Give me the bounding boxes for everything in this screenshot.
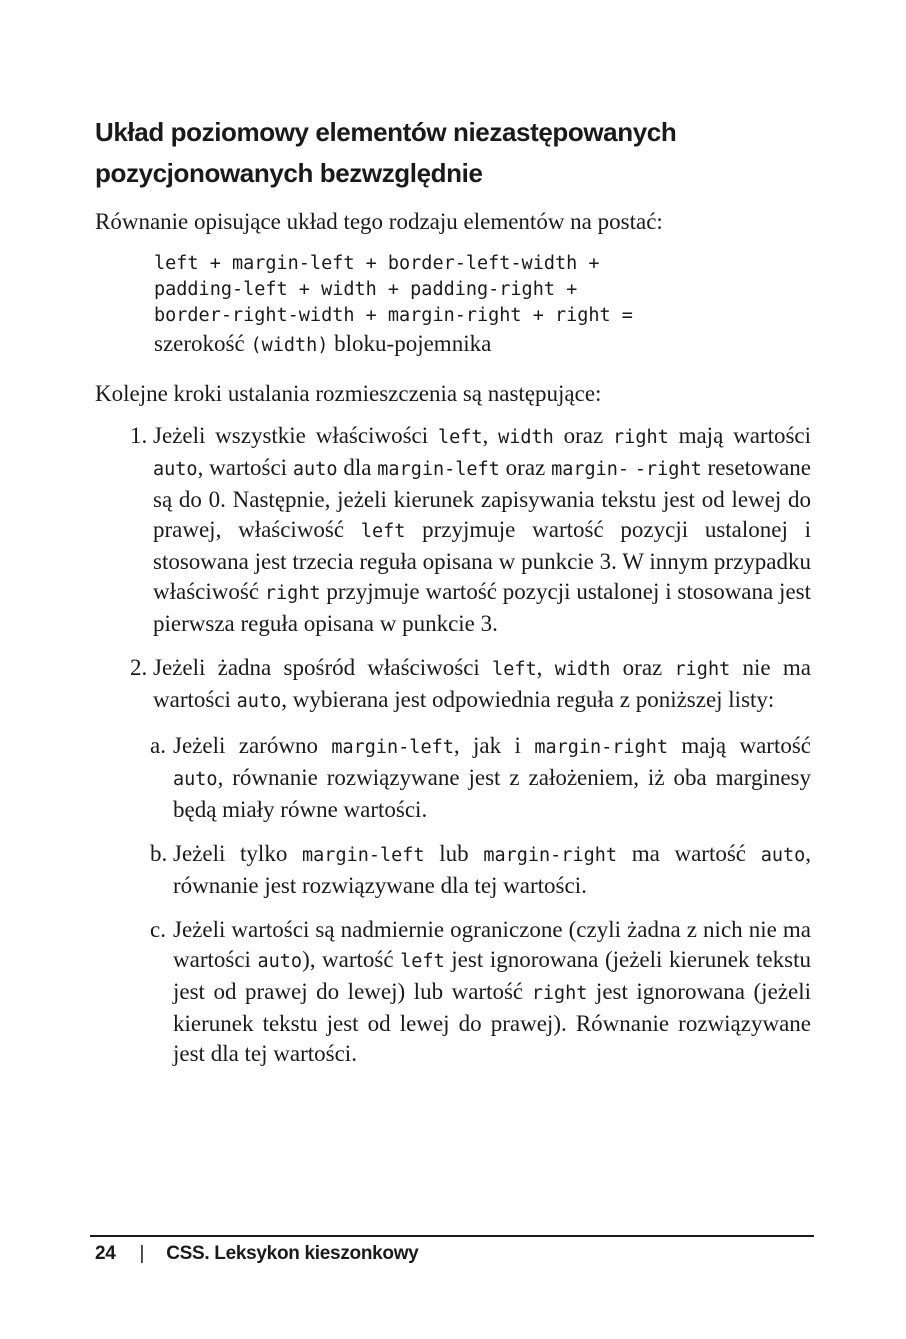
list-marker: 2. <box>130 655 148 680</box>
list-item-sub-a: a. Jeżeli zarówno margin-left, jak i margin-right mają wartość auto, równanie rozwiązywane jest z założeniem, iż oba marginesy będą miały równe wartości. <box>150 733 811 822</box>
section-heading-line-1: Układ poziomowy elementów niezastępowanych <box>95 117 677 147</box>
list-marker: b. <box>150 841 168 866</box>
list-item-step-1: 1. Jeżeli wszystkie właściwości left, width oraz right mają wartości auto, wartości auto dla margin-left oraz margin- -right resetowane są do 0. Następnie, jeżeli kierunek zapisywania tekstu jest od lewej do prawej, właściwość left przyjmuje wartość pozycji ustalonej i stosowana jest trzecia reguła opisana w punkcie 3. W innym przypadku właściwość right przyjmuje wartość pozycji ustalonej i stosowana jest pierwsza reguła opisana w punkcie 3. <box>130 423 812 636</box>
list-marker: 1. <box>130 423 148 448</box>
page-number: 24 <box>95 1243 116 1264</box>
list-item-sub-c: c. Jeżeli wartości są nadmiernie ograniczone (czyli żadna z nich nie ma wartości auto), wartość left jest ignorowana (jeżeli kierunek tekstu jest od prawej do lewej) lub wartość right jest ignorowana (jeżeli kierunek tekstu jest od lewej do prawej). Równanie rozwiązywane jest dla tej wartości. <box>150 917 811 1066</box>
equation-line-2: padding-left + width + padding-right + <box>154 279 578 300</box>
list-marker: c. <box>150 917 166 942</box>
list-item-step-2: 2. Jeżeli żadna spośród właściwości left, width oraz right nie ma wartości auto, wybierana jest odpowiednia reguła z poniższej listy: <box>130 655 811 712</box>
intro-paragraph: Równanie opisujące układ tego rodzaju elementów na postać: <box>95 209 663 234</box>
equation-line-1: left + margin-left + border-left-width + <box>154 253 600 274</box>
list-marker: a. <box>150 733 166 758</box>
equation-line-3: border-right-width + margin-right + right = <box>154 305 633 326</box>
footer-divider <box>90 1235 814 1237</box>
equation-line-4: szerokość (width) bloku-pojemnika <box>154 331 492 356</box>
section-heading-line-2: pozycjonowanych bezwzględnie <box>95 158 483 188</box>
book-title: CSS. Leksykon kieszonkowy <box>166 1243 419 1264</box>
page-footer <box>95 1243 418 1265</box>
list-item-sub-b: b. Jeżeli tylko margin-left lub margin-right ma wartość auto, równanie jest rozwiązywane dla tej wartości. <box>150 841 812 898</box>
steps-intro-paragraph: Kolejne kroki ustalania rozmieszczenia są następujące: <box>95 381 602 406</box>
footer-separator: | <box>139 1243 145 1264</box>
page-content <box>95 112 811 1069</box>
section-heading <box>95 112 811 194</box>
equation-block <box>95 251 811 329</box>
